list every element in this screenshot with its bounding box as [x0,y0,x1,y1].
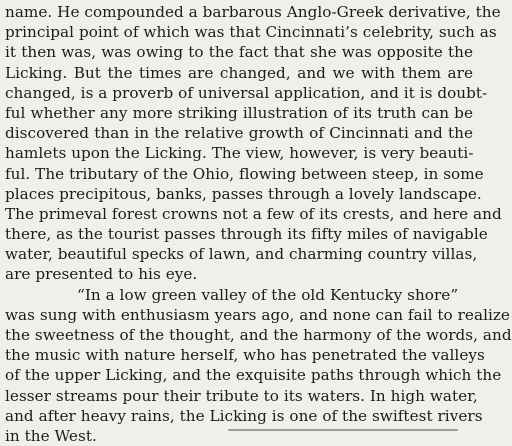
text-line-5: changed, is a proverb of universal application, and it is doubt- [5,83,488,102]
text-line-3: it then was, was owing to the fact that she was opposite the [5,43,473,62]
cropped-next-line [228,427,458,435]
text-line-6: ful whether any more striking illustration of its truth can be [5,103,473,122]
text-line-12: there, as the tourist passes through its fifty miles of navigable [5,225,488,244]
text-line-20: lesser streams pour their tribute to its waters. In high water, [5,386,478,405]
text-line-21: and after heavy rains, the Licking is one of the swiftest rivers [5,406,483,425]
text-line-11: The primeval forest crowns not a few of its crests, and here and [5,204,502,223]
text-line-17: the sweetness of the thought, and the harmony of the words, and [5,326,512,344]
text-line-7: discovered than in the relative growth of Cincinnati and the [5,124,473,143]
text-line-16: was sung with enthusiasm years ago, and none can fail to realize [5,305,510,324]
text-line-14: are presented to his eye. [5,265,198,284]
text-line-13: water, beautiful specks of lawn, and charming country villas, [5,245,478,264]
text-line-1: name. He compounded a barbarous Anglo-Greek derivative, the [5,3,501,21]
text-line-18: the music with nature herself, who has penetrated the valleys [5,346,485,365]
page-text [5,2,512,446]
quotation-line: “In a low green valley of the old Kentucky shore” [77,285,459,304]
text-line-19: of the upper Licking, and the exquisite paths through which the [5,366,502,385]
text-line-8: hamlets upon the Licking. The view, however, is very beauti- [5,144,474,163]
text-line-10: places precipitous, banks, passes through a lovely landscape. [5,184,482,203]
text-line-9: ful. The tributary of the Ohio, flowing between steep, in some [5,164,484,183]
text-line-4: Licking. But the times are changed, and we with them are [5,63,473,82]
text-line-22: in the West. [5,426,97,445]
text-line-2: principal point of which was that Cincinnati’s celebrity, such as [5,23,497,42]
